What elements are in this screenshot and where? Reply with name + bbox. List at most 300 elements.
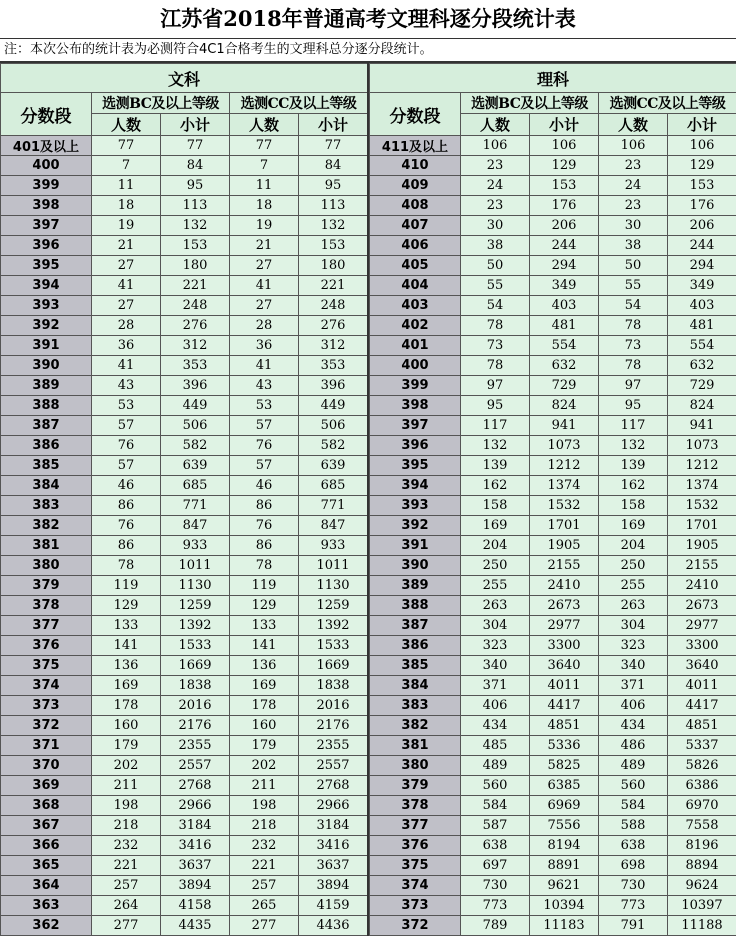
bc-count-cell: 638 bbox=[461, 836, 530, 856]
science-row bbox=[370, 236, 736, 256]
liberal-arts-row bbox=[1, 396, 368, 416]
cc-count-cell: 169 bbox=[599, 516, 668, 536]
bc-subtotal-cell: 632 bbox=[530, 356, 599, 376]
score-band-cell: 378 bbox=[1, 596, 92, 616]
bc-count-cell: 57 bbox=[92, 456, 161, 476]
bc-subtotal-cell: 2673 bbox=[530, 596, 599, 616]
bc-subtotal-cell: 349 bbox=[530, 276, 599, 296]
subtotal-header: 小计 bbox=[299, 114, 368, 136]
bc-count-cell: 198 bbox=[92, 796, 161, 816]
cc-subtotal-cell: 3640 bbox=[668, 656, 736, 676]
subtotal-header: 小计 bbox=[161, 114, 230, 136]
bc-subtotal-cell: 2355 bbox=[161, 736, 230, 756]
bc-subtotal-cell: 2557 bbox=[161, 756, 230, 776]
cc-count-cell: 158 bbox=[599, 496, 668, 516]
cc-count-cell: 141 bbox=[230, 636, 299, 656]
science-row bbox=[370, 396, 736, 416]
cc-subtotal-cell: 1259 bbox=[299, 596, 368, 616]
cc-count-cell: 265 bbox=[230, 896, 299, 916]
bc-subtotal-cell: 2966 bbox=[161, 796, 230, 816]
bc-subtotal-cell: 221 bbox=[161, 276, 230, 296]
score-band-cell: 383 bbox=[370, 696, 461, 716]
liberal-arts-row bbox=[1, 816, 368, 836]
cc-count-cell: 129 bbox=[230, 596, 299, 616]
cc-subtotal-cell: 106 bbox=[668, 136, 736, 156]
bc-count-cell: 119 bbox=[92, 576, 161, 596]
bc-count-cell: 560 bbox=[461, 776, 530, 796]
bc-subtotal-cell: 824 bbox=[530, 396, 599, 416]
bc-subtotal-cell: 113 bbox=[161, 196, 230, 216]
cc-subtotal-cell: 276 bbox=[299, 316, 368, 336]
score-band-cell: 371 bbox=[1, 736, 92, 756]
bc-count-cell: 371 bbox=[461, 676, 530, 696]
bc-count-cell: 11 bbox=[92, 176, 161, 196]
bc-subtotal-cell: 1701 bbox=[530, 516, 599, 536]
cc-subtotal-cell: 481 bbox=[668, 316, 736, 336]
cc-subtotal-cell: 403 bbox=[668, 296, 736, 316]
cc-count-cell: 18 bbox=[230, 196, 299, 216]
score-band-cell: 379 bbox=[370, 776, 461, 796]
bc-subtotal-cell: 3637 bbox=[161, 856, 230, 876]
bc-subtotal-cell: 1905 bbox=[530, 536, 599, 556]
cc-count-cell: 77 bbox=[230, 136, 299, 156]
bc-count-cell: 178 bbox=[92, 696, 161, 716]
bc-subtotal-cell: 244 bbox=[530, 236, 599, 256]
count-header: 人数 bbox=[461, 114, 530, 136]
cc-subtotal-cell: 847 bbox=[299, 516, 368, 536]
group-cc-header: 选测CC及以上等级 bbox=[230, 93, 368, 114]
cc-count-cell: 304 bbox=[599, 616, 668, 636]
science-row bbox=[370, 356, 736, 376]
bc-count-cell: 434 bbox=[461, 716, 530, 736]
bc-count-cell: 77 bbox=[92, 136, 161, 156]
cc-subtotal-cell: 449 bbox=[299, 396, 368, 416]
cc-subtotal-cell: 349 bbox=[668, 276, 736, 296]
score-band-header: 分数段 bbox=[1, 93, 92, 136]
bc-subtotal-cell: 3300 bbox=[530, 636, 599, 656]
liberal-arts-section bbox=[0, 63, 367, 936]
cc-count-cell: 27 bbox=[230, 256, 299, 276]
bc-count-cell: 95 bbox=[461, 396, 530, 416]
bc-count-cell: 136 bbox=[92, 656, 161, 676]
cc-subtotal-cell: 4851 bbox=[668, 716, 736, 736]
cc-count-cell: 41 bbox=[230, 276, 299, 296]
bc-subtotal-cell: 396 bbox=[161, 376, 230, 396]
bc-count-cell: 255 bbox=[461, 576, 530, 596]
science-row bbox=[370, 316, 736, 336]
cc-subtotal-cell: 153 bbox=[668, 176, 736, 196]
cc-subtotal-cell: 132 bbox=[299, 216, 368, 236]
cc-count-cell: 323 bbox=[599, 636, 668, 656]
cc-subtotal-cell: 933 bbox=[299, 536, 368, 556]
liberal-arts-row bbox=[1, 216, 368, 236]
bc-subtotal-cell: 554 bbox=[530, 336, 599, 356]
bc-subtotal-cell: 729 bbox=[530, 376, 599, 396]
science-section bbox=[367, 63, 736, 936]
bc-count-cell: 21 bbox=[92, 236, 161, 256]
bc-count-cell: 584 bbox=[461, 796, 530, 816]
bc-count-cell: 587 bbox=[461, 816, 530, 836]
bc-subtotal-cell: 2176 bbox=[161, 716, 230, 736]
cc-subtotal-cell: 729 bbox=[668, 376, 736, 396]
cc-subtotal-cell: 7558 bbox=[668, 816, 736, 836]
science-row bbox=[370, 836, 736, 856]
cc-count-cell: 263 bbox=[599, 596, 668, 616]
score-band-cell: 411及以上 bbox=[370, 136, 461, 156]
bc-subtotal-cell: 933 bbox=[161, 536, 230, 556]
cc-subtotal-cell: 639 bbox=[299, 456, 368, 476]
bc-count-cell: 36 bbox=[92, 336, 161, 356]
liberal-arts-row bbox=[1, 296, 368, 316]
cc-subtotal-cell: 353 bbox=[299, 356, 368, 376]
bc-count-cell: 257 bbox=[92, 876, 161, 896]
count-header: 人数 bbox=[230, 114, 299, 136]
science-row bbox=[370, 576, 736, 596]
bc-count-cell: 697 bbox=[461, 856, 530, 876]
cc-subtotal-cell: 153 bbox=[299, 236, 368, 256]
cc-subtotal-cell: 180 bbox=[299, 256, 368, 276]
bc-count-cell: 50 bbox=[461, 256, 530, 276]
cc-subtotal-cell: 11188 bbox=[668, 916, 736, 936]
liberal-arts-row bbox=[1, 256, 368, 276]
bc-count-cell: 169 bbox=[461, 516, 530, 536]
score-band-cell: 370 bbox=[1, 756, 92, 776]
cc-subtotal-cell: 5337 bbox=[668, 736, 736, 756]
cc-subtotal-cell: 4011 bbox=[668, 676, 736, 696]
score-band-cell: 376 bbox=[370, 836, 461, 856]
cc-count-cell: 178 bbox=[230, 696, 299, 716]
bc-count-cell: 277 bbox=[92, 916, 161, 936]
cc-count-cell: 7 bbox=[230, 156, 299, 176]
score-band-cell: 369 bbox=[1, 776, 92, 796]
cc-count-cell: 27 bbox=[230, 296, 299, 316]
bc-count-cell: 263 bbox=[461, 596, 530, 616]
score-band-cell: 393 bbox=[1, 296, 92, 316]
liberal-arts-row bbox=[1, 676, 368, 696]
liberal-arts-row bbox=[1, 156, 368, 176]
liberal-arts-row bbox=[1, 136, 368, 156]
bc-subtotal-cell: 481 bbox=[530, 316, 599, 336]
score-band-cell: 381 bbox=[1, 536, 92, 556]
score-band-header: 分数段 bbox=[370, 93, 461, 136]
bc-count-cell: 133 bbox=[92, 616, 161, 636]
score-band-cell: 383 bbox=[1, 496, 92, 516]
bc-count-cell: 323 bbox=[461, 636, 530, 656]
cc-subtotal-cell: 506 bbox=[299, 416, 368, 436]
liberal-arts-body bbox=[1, 136, 368, 936]
liberal-arts-header: 文科 bbox=[1, 64, 368, 93]
score-band-cell: 364 bbox=[1, 876, 92, 896]
cc-subtotal-cell: 941 bbox=[668, 416, 736, 436]
bc-subtotal-cell: 582 bbox=[161, 436, 230, 456]
bc-subtotal-cell: 8194 bbox=[530, 836, 599, 856]
science-row bbox=[370, 676, 736, 696]
cc-count-cell: 46 bbox=[230, 476, 299, 496]
score-band-cell: 387 bbox=[1, 416, 92, 436]
bc-subtotal-cell: 10394 bbox=[530, 896, 599, 916]
bc-subtotal-cell: 294 bbox=[530, 256, 599, 276]
score-band-cell: 384 bbox=[1, 476, 92, 496]
science-row bbox=[370, 476, 736, 496]
bc-count-cell: 250 bbox=[461, 556, 530, 576]
bc-subtotal-cell: 2155 bbox=[530, 556, 599, 576]
bc-subtotal-cell: 206 bbox=[530, 216, 599, 236]
cc-subtotal-cell: 1212 bbox=[668, 456, 736, 476]
bc-count-cell: 76 bbox=[92, 516, 161, 536]
bc-subtotal-cell: 1073 bbox=[530, 436, 599, 456]
science-row bbox=[370, 756, 736, 776]
cc-subtotal-cell: 1392 bbox=[299, 616, 368, 636]
score-band-cell: 393 bbox=[370, 496, 461, 516]
bc-count-cell: 41 bbox=[92, 356, 161, 376]
cc-count-cell: 773 bbox=[599, 896, 668, 916]
cc-count-cell: 160 bbox=[230, 716, 299, 736]
bc-count-cell: 202 bbox=[92, 756, 161, 776]
score-band-cell: 387 bbox=[370, 616, 461, 636]
science-row bbox=[370, 796, 736, 816]
bc-count-cell: 485 bbox=[461, 736, 530, 756]
score-band-cell: 368 bbox=[1, 796, 92, 816]
liberal-arts-row bbox=[1, 836, 368, 856]
cc-subtotal-cell: 2966 bbox=[299, 796, 368, 816]
liberal-arts-row bbox=[1, 476, 368, 496]
group-cc-header: 选测CC及以上等级 bbox=[599, 93, 736, 114]
cc-count-cell: 257 bbox=[230, 876, 299, 896]
cc-subtotal-cell: 2410 bbox=[668, 576, 736, 596]
score-band-cell: 378 bbox=[370, 796, 461, 816]
cc-subtotal-cell: 3184 bbox=[299, 816, 368, 836]
cc-count-cell: 169 bbox=[230, 676, 299, 696]
science-row bbox=[370, 256, 736, 276]
bc-count-cell: 139 bbox=[461, 456, 530, 476]
bc-count-cell: 78 bbox=[461, 356, 530, 376]
cc-count-cell: 250 bbox=[599, 556, 668, 576]
cc-subtotal-cell: 824 bbox=[668, 396, 736, 416]
cc-count-cell: 136 bbox=[230, 656, 299, 676]
subtotal-header: 小计 bbox=[530, 114, 599, 136]
cc-subtotal-cell: 554 bbox=[668, 336, 736, 356]
liberal-arts-row bbox=[1, 456, 368, 476]
cc-subtotal-cell: 771 bbox=[299, 496, 368, 516]
science-row bbox=[370, 376, 736, 396]
bc-subtotal-cell: 129 bbox=[530, 156, 599, 176]
cc-count-cell: 55 bbox=[599, 276, 668, 296]
cc-count-cell: 791 bbox=[599, 916, 668, 936]
score-band-cell: 405 bbox=[370, 256, 461, 276]
bc-subtotal-cell: 95 bbox=[161, 176, 230, 196]
score-band-cell: 408 bbox=[370, 196, 461, 216]
cc-subtotal-cell: 312 bbox=[299, 336, 368, 356]
cc-subtotal-cell: 84 bbox=[299, 156, 368, 176]
bc-subtotal-cell: 1532 bbox=[530, 496, 599, 516]
bc-subtotal-cell: 506 bbox=[161, 416, 230, 436]
cc-count-cell: 486 bbox=[599, 736, 668, 756]
science-row bbox=[370, 336, 736, 356]
cc-count-cell: 117 bbox=[599, 416, 668, 436]
bc-count-cell: 27 bbox=[92, 296, 161, 316]
bc-count-cell: 76 bbox=[92, 436, 161, 456]
bc-subtotal-cell: 1533 bbox=[161, 636, 230, 656]
score-band-cell: 391 bbox=[1, 336, 92, 356]
cc-count-cell: 211 bbox=[230, 776, 299, 796]
bc-subtotal-cell: 4417 bbox=[530, 696, 599, 716]
liberal-arts-row bbox=[1, 876, 368, 896]
bc-subtotal-cell: 84 bbox=[161, 156, 230, 176]
science-row bbox=[370, 436, 736, 456]
liberal-arts-row bbox=[1, 736, 368, 756]
score-band-cell: 380 bbox=[370, 756, 461, 776]
cc-subtotal-cell: 4417 bbox=[668, 696, 736, 716]
score-band-cell: 392 bbox=[1, 316, 92, 336]
cc-count-cell: 86 bbox=[230, 536, 299, 556]
cc-count-cell: 23 bbox=[599, 156, 668, 176]
bc-subtotal-cell: 106 bbox=[530, 136, 599, 156]
score-band-cell: 404 bbox=[370, 276, 461, 296]
bc-count-cell: 162 bbox=[461, 476, 530, 496]
score-band-cell: 385 bbox=[1, 456, 92, 476]
cc-subtotal-cell: 1701 bbox=[668, 516, 736, 536]
science-row bbox=[370, 896, 736, 916]
science-table bbox=[369, 63, 736, 936]
score-band-cell: 377 bbox=[370, 816, 461, 836]
cc-count-cell: 489 bbox=[599, 756, 668, 776]
cc-subtotal-cell: 129 bbox=[668, 156, 736, 176]
liberal-arts-row bbox=[1, 656, 368, 676]
bc-subtotal-cell: 312 bbox=[161, 336, 230, 356]
score-band-cell: 389 bbox=[1, 376, 92, 396]
cc-count-cell: 560 bbox=[599, 776, 668, 796]
cc-subtotal-cell: 2768 bbox=[299, 776, 368, 796]
score-band-cell: 381 bbox=[370, 736, 461, 756]
liberal-arts-row bbox=[1, 496, 368, 516]
bc-count-cell: 773 bbox=[461, 896, 530, 916]
bc-subtotal-cell: 4435 bbox=[161, 916, 230, 936]
cc-subtotal-cell: 2155 bbox=[668, 556, 736, 576]
tables-container bbox=[0, 63, 736, 936]
science-row bbox=[370, 916, 736, 936]
liberal-arts-row bbox=[1, 436, 368, 456]
cc-subtotal-cell: 244 bbox=[668, 236, 736, 256]
bc-subtotal-cell: 4011 bbox=[530, 676, 599, 696]
score-band-cell: 374 bbox=[370, 876, 461, 896]
score-band-cell: 372 bbox=[370, 916, 461, 936]
bc-count-cell: 23 bbox=[461, 156, 530, 176]
cc-subtotal-cell: 221 bbox=[299, 276, 368, 296]
bc-count-cell: 18 bbox=[92, 196, 161, 216]
bc-count-cell: 57 bbox=[92, 416, 161, 436]
bc-subtotal-cell: 1374 bbox=[530, 476, 599, 496]
bc-count-cell: 489 bbox=[461, 756, 530, 776]
score-band-cell: 367 bbox=[1, 816, 92, 836]
liberal-arts-row bbox=[1, 796, 368, 816]
cc-subtotal-cell: 294 bbox=[668, 256, 736, 276]
cc-count-cell: 221 bbox=[230, 856, 299, 876]
score-band-cell: 390 bbox=[1, 356, 92, 376]
bc-subtotal-cell: 771 bbox=[161, 496, 230, 516]
bc-count-cell: 264 bbox=[92, 896, 161, 916]
cc-subtotal-cell: 3637 bbox=[299, 856, 368, 876]
bc-count-cell: 53 bbox=[92, 396, 161, 416]
cc-subtotal-cell: 10397 bbox=[668, 896, 736, 916]
cc-subtotal-cell: 248 bbox=[299, 296, 368, 316]
bc-count-cell: 218 bbox=[92, 816, 161, 836]
score-band-cell: 375 bbox=[1, 656, 92, 676]
cc-count-cell: 23 bbox=[599, 196, 668, 216]
cc-subtotal-cell: 9624 bbox=[668, 876, 736, 896]
cc-count-cell: 24 bbox=[599, 176, 668, 196]
bc-subtotal-cell: 276 bbox=[161, 316, 230, 336]
cc-count-cell: 202 bbox=[230, 756, 299, 776]
bc-subtotal-cell: 1838 bbox=[161, 676, 230, 696]
science-row bbox=[370, 516, 736, 536]
cc-subtotal-cell: 582 bbox=[299, 436, 368, 456]
cc-count-cell: 255 bbox=[599, 576, 668, 596]
liberal-arts-row bbox=[1, 416, 368, 436]
science-row bbox=[370, 176, 736, 196]
bc-subtotal-cell: 685 bbox=[161, 476, 230, 496]
bc-count-cell: 340 bbox=[461, 656, 530, 676]
science-row bbox=[370, 276, 736, 296]
bc-count-cell: 78 bbox=[461, 316, 530, 336]
cc-count-cell: 36 bbox=[230, 336, 299, 356]
score-band-cell: 388 bbox=[370, 596, 461, 616]
cc-count-cell: 698 bbox=[599, 856, 668, 876]
science-row bbox=[370, 456, 736, 476]
cc-subtotal-cell: 2557 bbox=[299, 756, 368, 776]
liberal-arts-row bbox=[1, 356, 368, 376]
bc-subtotal-cell: 6969 bbox=[530, 796, 599, 816]
bc-subtotal-cell: 8891 bbox=[530, 856, 599, 876]
liberal-arts-row bbox=[1, 336, 368, 356]
bc-subtotal-cell: 2016 bbox=[161, 696, 230, 716]
bc-count-cell: 117 bbox=[461, 416, 530, 436]
bc-subtotal-cell: 153 bbox=[161, 236, 230, 256]
bc-subtotal-cell: 4851 bbox=[530, 716, 599, 736]
bc-subtotal-cell: 5825 bbox=[530, 756, 599, 776]
bc-count-cell: 7 bbox=[92, 156, 161, 176]
score-band-cell: 363 bbox=[1, 896, 92, 916]
science-row bbox=[370, 296, 736, 316]
bc-count-cell: 24 bbox=[461, 176, 530, 196]
liberal-arts-row bbox=[1, 756, 368, 776]
bc-count-cell: 160 bbox=[92, 716, 161, 736]
score-band-cell: 403 bbox=[370, 296, 461, 316]
cc-count-cell: 340 bbox=[599, 656, 668, 676]
cc-count-cell: 133 bbox=[230, 616, 299, 636]
science-row bbox=[370, 776, 736, 796]
cc-count-cell: 371 bbox=[599, 676, 668, 696]
cc-count-cell: 218 bbox=[230, 816, 299, 836]
cc-count-cell: 53 bbox=[230, 396, 299, 416]
bc-subtotal-cell: 9621 bbox=[530, 876, 599, 896]
score-band-cell: 395 bbox=[1, 256, 92, 276]
liberal-arts-row bbox=[1, 176, 368, 196]
cc-count-cell: 97 bbox=[599, 376, 668, 396]
science-row bbox=[370, 536, 736, 556]
cc-count-cell: 41 bbox=[230, 356, 299, 376]
score-band-cell: 401及以上 bbox=[1, 136, 92, 156]
cc-subtotal-cell: 4436 bbox=[299, 916, 368, 936]
group-bc-header: 选测BC及以上等级 bbox=[461, 93, 599, 114]
science-row bbox=[370, 416, 736, 436]
cc-count-cell: 19 bbox=[230, 216, 299, 236]
score-band-cell: 398 bbox=[370, 396, 461, 416]
bc-subtotal-cell: 1259 bbox=[161, 596, 230, 616]
science-row bbox=[370, 556, 736, 576]
bc-count-cell: 73 bbox=[461, 336, 530, 356]
bc-subtotal-cell: 847 bbox=[161, 516, 230, 536]
cc-count-cell: 95 bbox=[599, 396, 668, 416]
